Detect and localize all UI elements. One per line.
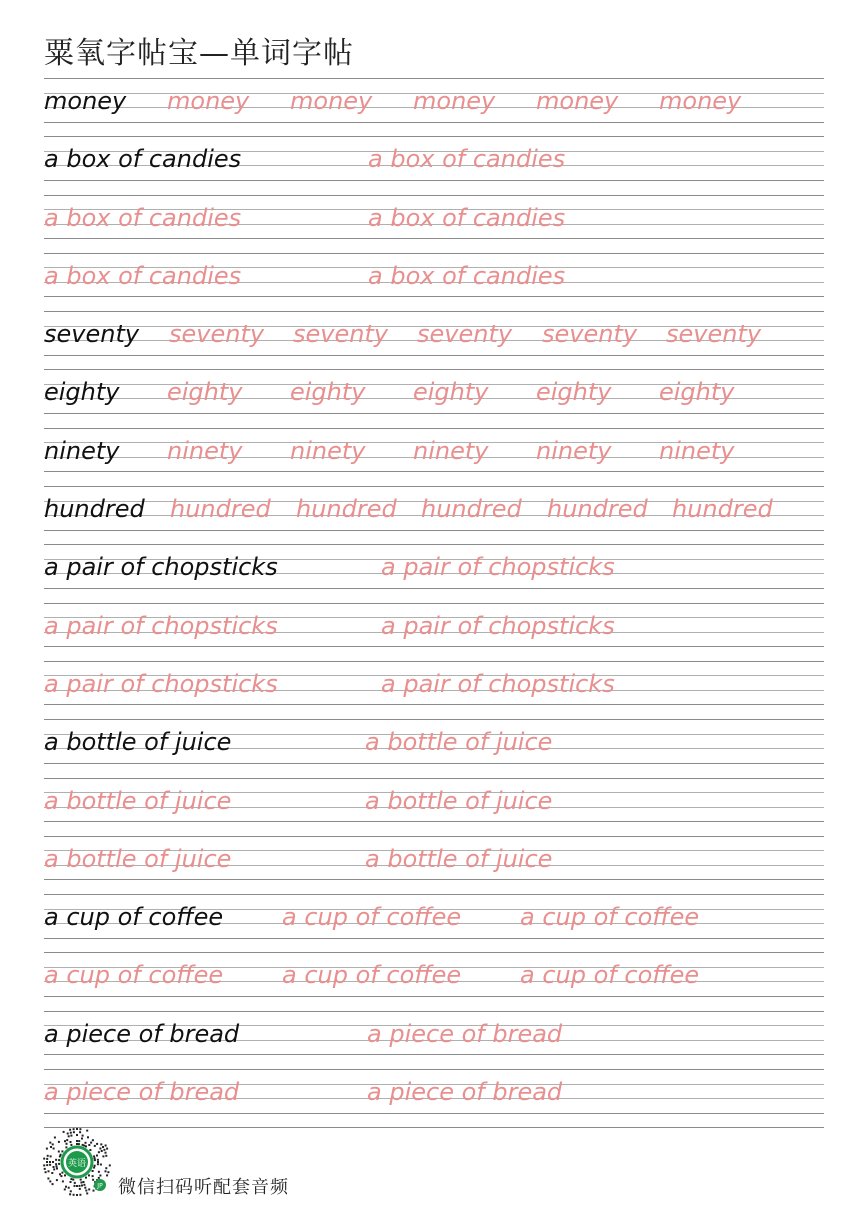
trace-word: a pair of chopsticks	[44, 611, 278, 640]
writing-row	[44, 603, 824, 661]
row-words	[44, 724, 824, 760]
writing-row	[44, 544, 824, 602]
ruling-line	[44, 778, 824, 779]
trace-word: a cup of coffee	[282, 903, 462, 932]
trace-word: ninety	[167, 436, 243, 465]
row-words	[44, 608, 824, 644]
ruling-line	[44, 894, 824, 895]
ruling-line	[44, 588, 824, 589]
writing-row	[44, 369, 824, 427]
trace-word: seventy	[293, 320, 389, 349]
row-words	[44, 841, 824, 877]
ruling-line	[44, 413, 824, 414]
ruling-line	[44, 78, 824, 79]
ruling-line	[44, 646, 824, 647]
trace-word: hundred	[547, 495, 648, 524]
model-word: a box of candies	[44, 145, 242, 174]
writing-row	[44, 719, 824, 777]
trace-word: a cup of coffee	[282, 961, 462, 990]
writing-row	[44, 836, 824, 894]
ruling-line	[44, 486, 824, 487]
ruling-line	[44, 938, 824, 939]
writing-row	[44, 661, 824, 719]
ruling-line	[44, 704, 824, 705]
writing-row	[44, 1069, 824, 1127]
trace-word: eighty	[167, 378, 243, 407]
trace-word: eighty	[536, 378, 612, 407]
model-word: money	[44, 87, 127, 115]
ruling-line	[44, 544, 824, 545]
row-words	[44, 433, 824, 469]
trace-word: a box of candies	[44, 203, 242, 232]
row-words	[44, 666, 824, 702]
trace-word: a bottle of juice	[44, 844, 232, 873]
trace-word: a bottle of juice	[365, 844, 553, 873]
writing-row	[44, 195, 824, 253]
trace-word: hundred	[421, 495, 522, 524]
writing-row	[44, 253, 824, 311]
page-title: 粟氧字帖宝—单词字帖	[44, 36, 354, 71]
trace-word: a box of candies	[368, 145, 566, 174]
trace-word: seventy	[666, 320, 762, 349]
trace-word: seventy	[542, 320, 638, 349]
row-words	[44, 1074, 824, 1110]
writing-row	[44, 778, 824, 836]
ruling-line	[44, 719, 824, 720]
ruling-line	[44, 530, 824, 531]
row-words	[44, 1016, 824, 1052]
ruling-line	[44, 253, 824, 254]
writing-row	[44, 78, 824, 136]
footer	[42, 1127, 442, 1199]
scan-instruction: 微信扫码听配套音频	[118, 1177, 289, 1198]
trace-word: a piece of bread	[367, 1078, 563, 1107]
trace-word: money	[536, 87, 619, 115]
writing-row	[44, 428, 824, 486]
writing-row	[44, 136, 824, 194]
ruling-line	[44, 1011, 824, 1012]
row-words	[44, 899, 824, 935]
ruling-line	[44, 763, 824, 764]
trace-word: ninety	[536, 436, 612, 465]
row-words	[44, 374, 824, 410]
ruling-line	[44, 122, 824, 123]
trace-word: ninety	[290, 436, 366, 465]
model-word: hundred	[44, 495, 145, 524]
trace-word: seventy	[169, 320, 265, 349]
ruling-line	[44, 821, 824, 822]
trace-word: a cup of coffee	[520, 961, 700, 990]
ruling-line	[44, 296, 824, 297]
ruling-line	[44, 311, 824, 312]
trace-word: hundred	[170, 495, 271, 524]
trace-word: a piece of bread	[367, 1019, 563, 1048]
writing-row	[44, 311, 824, 369]
trace-word: seventy	[417, 320, 513, 349]
trace-word: a piece of bread	[44, 1078, 240, 1107]
trace-word: a bottle of juice	[365, 728, 553, 757]
model-word: a pair of chopsticks	[44, 553, 278, 582]
row-words	[44, 549, 824, 585]
ruling-line	[44, 136, 824, 137]
ruling-line	[44, 428, 824, 429]
trace-word: eighty	[290, 378, 366, 407]
trace-word: a box of candies	[44, 261, 242, 290]
row-words	[44, 783, 824, 819]
model-word: eighty	[44, 378, 120, 407]
ruling-line	[44, 1069, 824, 1070]
trace-word: a cup of coffee	[44, 961, 224, 990]
model-word: seventy	[44, 320, 140, 349]
trace-word: hundred	[672, 495, 773, 524]
model-word: a bottle of juice	[44, 728, 232, 757]
trace-word: a pair of chopsticks	[44, 669, 278, 698]
trace-word: a bottle of juice	[365, 786, 553, 815]
qr-sub-label: JP	[97, 1182, 103, 1190]
writing-row	[44, 1011, 824, 1069]
ruling-line	[44, 195, 824, 196]
copybook-sheet	[44, 78, 824, 1128]
ruling-line	[44, 836, 824, 837]
trace-word: money	[659, 87, 742, 115]
trace-word: money	[290, 87, 373, 115]
trace-word: hundred	[296, 495, 397, 524]
trace-word: ninety	[413, 436, 489, 465]
trace-word: a pair of chopsticks	[381, 553, 615, 582]
trace-word: eighty	[413, 378, 489, 407]
ruling-line	[44, 471, 824, 472]
ruling-line	[44, 180, 824, 181]
row-words	[44, 83, 824, 119]
trace-word: money	[167, 87, 250, 115]
writing-row	[44, 486, 824, 544]
row-words	[44, 957, 824, 993]
ruling-line	[44, 1113, 824, 1114]
model-word: a piece of bread	[44, 1019, 240, 1048]
ruling-line	[44, 369, 824, 370]
ruling-line	[44, 1054, 824, 1055]
ruling-line	[44, 238, 824, 239]
trace-word: ninety	[659, 436, 735, 465]
qr-code-icon[interactable]	[42, 1127, 112, 1197]
row-words	[44, 316, 824, 352]
ruling-line	[44, 661, 824, 662]
row-words	[44, 491, 824, 527]
ruling-line	[44, 355, 824, 356]
row-words	[44, 200, 824, 236]
trace-word: a pair of chopsticks	[381, 669, 615, 698]
ruling-line	[44, 879, 824, 880]
trace-word: a bottle of juice	[44, 786, 232, 815]
model-word: ninety	[44, 436, 120, 465]
ruling-line	[44, 603, 824, 604]
trace-word: a cup of coffee	[520, 903, 700, 932]
writing-row	[44, 952, 824, 1010]
row-words	[44, 258, 824, 294]
model-word: a cup of coffee	[44, 903, 224, 932]
trace-word: money	[413, 87, 496, 115]
trace-word: a pair of chopsticks	[381, 611, 615, 640]
qr-badge-label: 英语	[67, 1159, 87, 1169]
writing-row	[44, 894, 824, 952]
ruling-line	[44, 996, 824, 997]
trace-word: eighty	[659, 378, 735, 407]
trace-word: a box of candies	[368, 203, 566, 232]
ruling-line	[44, 952, 824, 953]
trace-word: a box of candies	[368, 261, 566, 290]
row-words	[44, 141, 824, 177]
